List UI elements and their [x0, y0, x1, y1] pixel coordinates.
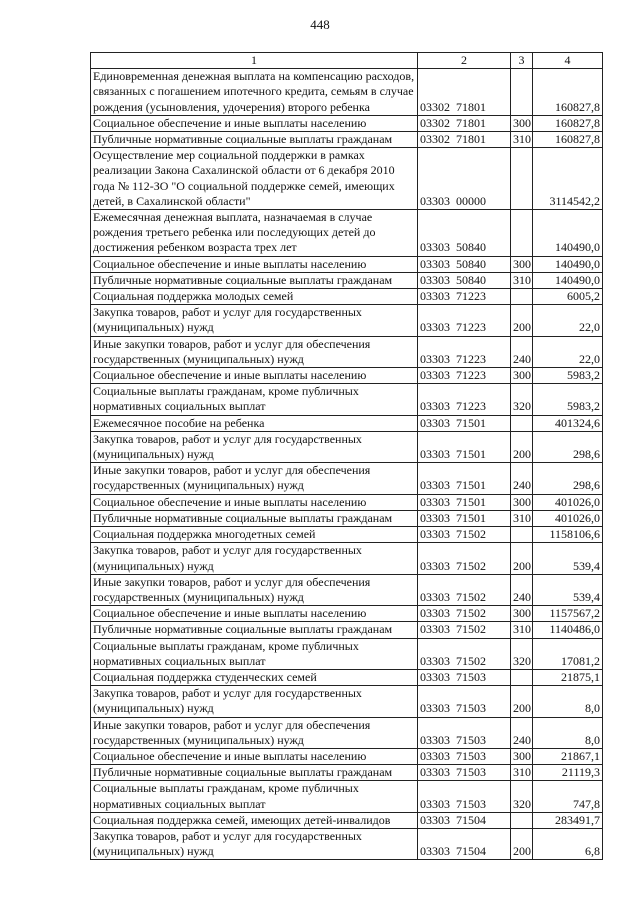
code-cell: 03303 71502 [418, 606, 511, 622]
name-cell: Социальная поддержка молодых семей [91, 289, 418, 305]
table-row [91, 336, 603, 367]
table-row [91, 305, 603, 336]
amount-cell: 160827,8 [533, 69, 603, 116]
amount-cell: 21119,3 [533, 765, 603, 781]
amount-cell: 1140486,0 [533, 622, 603, 638]
type-cell [511, 669, 533, 685]
table-row [91, 69, 603, 116]
code-cell: 03303 71502 [418, 638, 511, 669]
amount-cell: 539,4 [533, 543, 603, 574]
code-cell: 03303 71223 [418, 368, 511, 384]
code-cell: 03302 71801 [418, 69, 511, 116]
code-cell: 03303 71503 [418, 717, 511, 748]
code-cell: 03303 00000 [418, 148, 511, 210]
column-header-name: 1 [91, 53, 418, 69]
amount-cell: 401026,0 [533, 494, 603, 510]
code-cell: 03303 71223 [418, 384, 511, 415]
code-cell: 03302 71801 [418, 115, 511, 131]
amount-cell: 160827,8 [533, 115, 603, 131]
type-cell: 240 [511, 336, 533, 367]
type-cell: 200 [511, 431, 533, 462]
amount-cell: 6,8 [533, 828, 603, 859]
amount-cell: 22,0 [533, 305, 603, 336]
type-cell: 200 [511, 305, 533, 336]
type-cell: 300 [511, 256, 533, 272]
amount-cell: 160827,8 [533, 132, 603, 148]
table-row [91, 527, 603, 543]
amount-cell: 747,8 [533, 781, 603, 812]
type-cell [511, 210, 533, 257]
table-row [91, 115, 603, 131]
name-cell: Социальные выплаты гражданам, кроме публичных нормативных социальных выплат [91, 781, 418, 812]
name-cell: Иные закупки товаров, работ и услуг для обеспечения государственных (муниципальных) нужд [91, 336, 418, 367]
code-cell: 03303 71501 [418, 431, 511, 462]
code-cell: 03303 71502 [418, 527, 511, 543]
code-cell: 03303 50840 [418, 272, 511, 288]
type-cell: 200 [511, 686, 533, 717]
table-row [91, 717, 603, 748]
type-cell [511, 69, 533, 116]
table-row [91, 132, 603, 148]
type-cell [511, 812, 533, 828]
type-cell [511, 527, 533, 543]
table-row [91, 415, 603, 431]
table-row [91, 384, 603, 415]
name-cell: Социальное обеспечение и иные выплаты населению [91, 115, 418, 131]
type-cell: 320 [511, 638, 533, 669]
table-row [91, 781, 603, 812]
table-row [91, 812, 603, 828]
name-cell: Социальные выплаты гражданам, кроме публичных нормативных социальных выплат [91, 384, 418, 415]
table-body [91, 69, 603, 860]
code-cell: 03303 71503 [418, 669, 511, 685]
name-cell: Иные закупки товаров, работ и услуг для обеспечения государственных (муниципальных) нужд [91, 463, 418, 494]
code-cell: 03303 71502 [418, 574, 511, 605]
column-header-amount: 4 [533, 53, 603, 69]
name-cell: Социальное обеспечение и иные выплаты населению [91, 494, 418, 510]
budget-table [90, 52, 603, 860]
name-cell: Социальное обеспечение и иные выплаты населению [91, 368, 418, 384]
table-row [91, 574, 603, 605]
name-cell: Социальное обеспечение и иные выплаты населению [91, 606, 418, 622]
name-cell: Публичные нормативные социальные выплаты гражданам [91, 510, 418, 526]
table-row [91, 148, 603, 210]
code-cell: 03303 71501 [418, 415, 511, 431]
type-cell: 300 [511, 494, 533, 510]
table-row [91, 463, 603, 494]
name-cell: Закупка товаров, работ и услуг для государственных (муниципальных) нужд [91, 431, 418, 462]
amount-cell: 283491,7 [533, 812, 603, 828]
name-cell: Закупка товаров, работ и услуг для государственных (муниципальных) нужд [91, 828, 418, 859]
code-cell: 03303 71223 [418, 289, 511, 305]
amount-cell: 5983,2 [533, 384, 603, 415]
type-cell: 300 [511, 748, 533, 764]
name-cell: Закупка товаров, работ и услуг для государственных (муниципальных) нужд [91, 305, 418, 336]
code-cell: 03303 71504 [418, 812, 511, 828]
code-cell: 03303 71223 [418, 336, 511, 367]
amount-cell: 21875,1 [533, 669, 603, 685]
table-row [91, 622, 603, 638]
name-cell: Социальные выплаты гражданам, кроме публичных нормативных социальных выплат [91, 638, 418, 669]
table-row [91, 210, 603, 257]
table-row [91, 638, 603, 669]
name-cell: Публичные нормативные социальные выплаты гражданам [91, 272, 418, 288]
table-row [91, 543, 603, 574]
amount-cell: 8,0 [533, 686, 603, 717]
name-cell: Публичные нормативные социальные выплаты гражданам [91, 622, 418, 638]
name-cell: Закупка товаров, работ и услуг для государственных (муниципальных) нужд [91, 543, 418, 574]
table-row [91, 828, 603, 859]
name-cell: Социальная поддержка семей, имеющих детей-инвалидов [91, 812, 418, 828]
amount-cell: 539,4 [533, 574, 603, 605]
code-cell: 03303 71501 [418, 494, 511, 510]
code-cell: 03303 50840 [418, 256, 511, 272]
type-cell [511, 415, 533, 431]
name-cell: Социальная поддержка многодетных семей [91, 527, 418, 543]
type-cell: 240 [511, 463, 533, 494]
amount-cell: 5983,2 [533, 368, 603, 384]
code-cell: 03303 50840 [418, 210, 511, 257]
name-cell: Единовременная денежная выплата на компенсацию расходов, связанных с погашением ипотечного кредита, семьям в случае рождения (усыновления, удочерения) второго ребенка [91, 69, 418, 116]
amount-cell: 21867,1 [533, 748, 603, 764]
type-cell: 310 [511, 622, 533, 638]
type-cell: 240 [511, 717, 533, 748]
type-cell: 200 [511, 543, 533, 574]
code-cell: 03303 71503 [418, 748, 511, 764]
amount-cell: 140490,0 [533, 256, 603, 272]
table-row [91, 606, 603, 622]
table-row [91, 368, 603, 384]
amount-cell: 6005,2 [533, 289, 603, 305]
code-cell: 03302 71801 [418, 132, 511, 148]
table-row [91, 256, 603, 272]
amount-cell: 22,0 [533, 336, 603, 367]
type-cell: 300 [511, 606, 533, 622]
type-cell: 310 [511, 510, 533, 526]
code-cell: 03303 71223 [418, 305, 511, 336]
amount-cell: 401026,0 [533, 510, 603, 526]
name-cell: Публичные нормативные социальные выплаты гражданам [91, 765, 418, 781]
code-cell: 03303 71503 [418, 686, 511, 717]
code-cell: 03303 71502 [418, 622, 511, 638]
amount-cell: 8,0 [533, 717, 603, 748]
type-cell: 300 [511, 115, 533, 131]
type-cell: 240 [511, 574, 533, 605]
type-cell: 300 [511, 368, 533, 384]
column-header-type: 3 [511, 53, 533, 69]
page-number: 448 [310, 17, 330, 32]
column-header-code: 2 [418, 53, 511, 69]
name-cell: Ежемесячное пособие на ребенка [91, 415, 418, 431]
amount-cell: 1157567,2 [533, 606, 603, 622]
table-header [91, 53, 603, 69]
code-cell: 03303 71504 [418, 828, 511, 859]
type-cell [511, 289, 533, 305]
table-row [91, 748, 603, 764]
code-cell: 03303 71501 [418, 510, 511, 526]
amount-cell: 401324,6 [533, 415, 603, 431]
code-cell: 03303 71503 [418, 765, 511, 781]
name-cell: Иные закупки товаров, работ и услуг для обеспечения государственных (муниципальных) нужд [91, 574, 418, 605]
table-row [91, 431, 603, 462]
code-cell: 03303 71503 [418, 781, 511, 812]
type-cell: 320 [511, 384, 533, 415]
code-cell: 03303 71501 [418, 463, 511, 494]
table-row [91, 669, 603, 685]
name-cell: Социальное обеспечение и иные выплаты населению [91, 748, 418, 764]
name-cell: Социальное обеспечение и иные выплаты населению [91, 256, 418, 272]
amount-cell: 298,6 [533, 431, 603, 462]
type-cell [511, 148, 533, 210]
code-cell: 03303 71502 [418, 543, 511, 574]
header-row [91, 53, 603, 69]
amount-cell: 140490,0 [533, 210, 603, 257]
table-row [91, 289, 603, 305]
type-cell: 310 [511, 765, 533, 781]
type-cell: 310 [511, 132, 533, 148]
table-row [91, 686, 603, 717]
type-cell: 310 [511, 272, 533, 288]
amount-cell: 3114542,2 [533, 148, 603, 210]
table-row [91, 765, 603, 781]
name-cell: Публичные нормативные социальные выплаты гражданам [91, 132, 418, 148]
table-row [91, 494, 603, 510]
name-cell: Осуществление мер социальной поддержки в рамках реализации Закона Сахалинской области от 6 декабря 2010 года № 112-ЗО "О социальной поддержке семей, имеющих детей, в Сахалинской области" [91, 148, 418, 210]
amount-cell: 1158106,6 [533, 527, 603, 543]
amount-cell: 298,6 [533, 463, 603, 494]
name-cell: Иные закупки товаров, работ и услуг для обеспечения государственных (муниципальных) нужд [91, 717, 418, 748]
amount-cell: 17081,2 [533, 638, 603, 669]
name-cell: Ежемесячная денежная выплата, назначаемая в случае рождения третьего ребенка или последующих детей до достижения ребенком возраста трех лет [91, 210, 418, 257]
name-cell: Социальная поддержка студенческих семей [91, 669, 418, 685]
table-row [91, 272, 603, 288]
name-cell: Закупка товаров, работ и услуг для государственных (муниципальных) нужд [91, 686, 418, 717]
table-row [91, 510, 603, 526]
type-cell: 200 [511, 828, 533, 859]
type-cell: 320 [511, 781, 533, 812]
amount-cell: 140490,0 [533, 272, 603, 288]
